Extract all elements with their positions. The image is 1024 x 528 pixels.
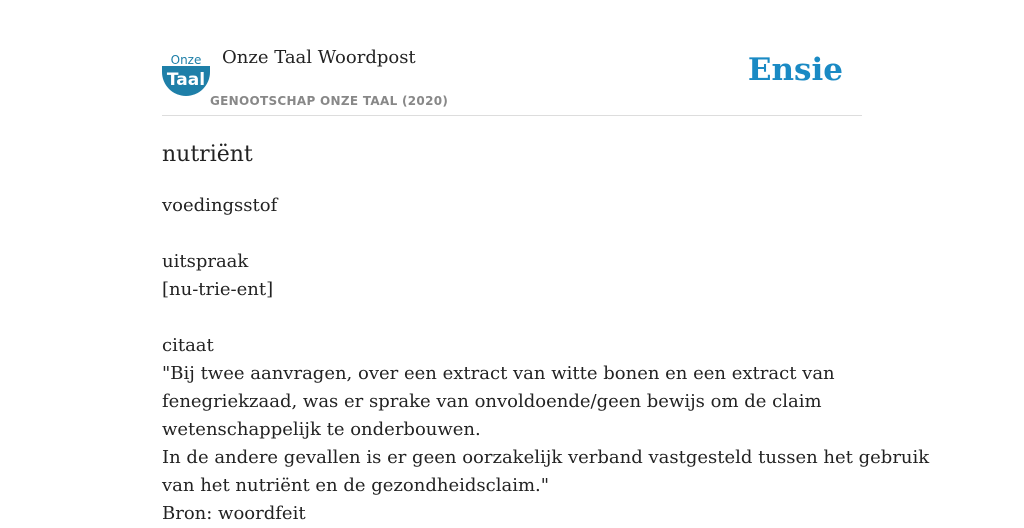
- ensie-brand-link[interactable]: Ensie: [747, 52, 843, 88]
- quote-line: van het nutriënt en de gezondheidsclaim.": [162, 475, 550, 496]
- quote-source: Bron: woordfeit: [162, 503, 306, 524]
- header-divider: [162, 115, 862, 116]
- pronunciation-text: [nu-trie-ent]: [162, 279, 274, 300]
- quote-label: citaat: [162, 335, 214, 356]
- onze-taal-logo[interactable]: [162, 52, 210, 96]
- onze-taal-logo-icon: [162, 52, 210, 96]
- logo-text-bottom: Taal: [166, 70, 206, 90]
- spacer: [162, 220, 862, 248]
- source-subtitle: GENOOTSCHAP ONZE TAAL (2020): [210, 94, 449, 108]
- entry-content: [162, 192, 930, 528]
- quote-line: wetenschappelijk te onderbouwen.: [162, 419, 481, 440]
- spacer: [162, 304, 862, 332]
- pronunciation-label: uitspraak: [162, 251, 249, 272]
- definition-text: voedingsstof: [162, 195, 278, 216]
- quote-line: "Bij twee aanvragen, over een extract van witte bonen en een extract van: [162, 363, 835, 384]
- quote-line: fenegriekzaad, was er sprake van onvoldoende/geen bewijs om de claim: [162, 391, 822, 412]
- logo-text-top: Onze: [170, 53, 202, 67]
- entry-term: nutriënt: [162, 142, 253, 167]
- source-name[interactable]: Onze Taal Woordpost: [222, 47, 416, 68]
- quote-line: In de andere gevallen is er geen oorzakelijk verband vastgesteld tussen het gebruik: [162, 447, 930, 468]
